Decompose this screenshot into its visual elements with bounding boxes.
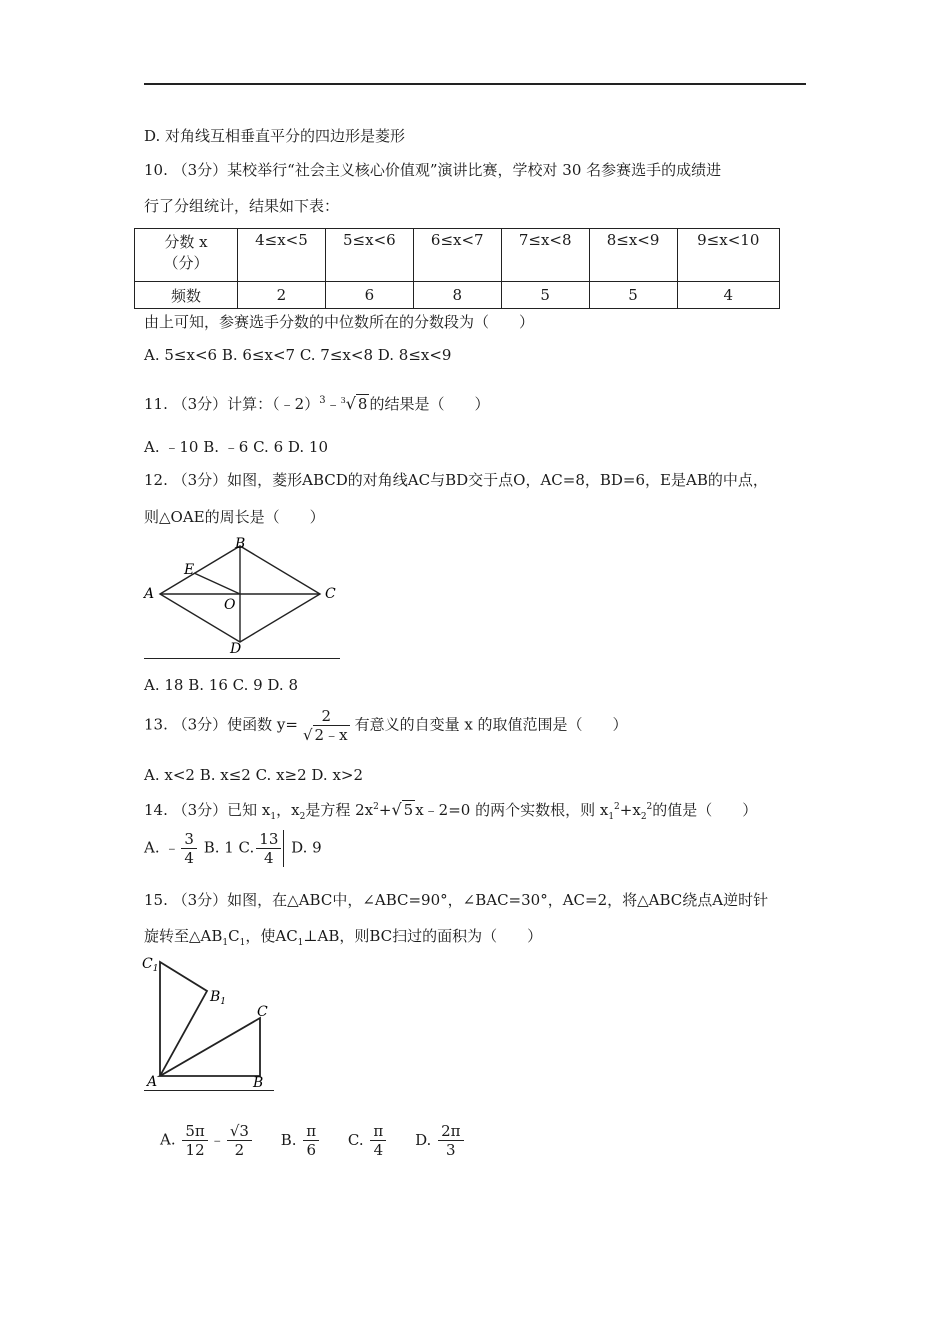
q15-text-line2: 旋转至$\triangle AB_1C_1$，使$AC_1\perp AB$，则BC扫过的面积为（ ） — [144, 927, 543, 948]
q10-options: A. 5≤x<6 B. 6≤x<7 C. 7≤x<8 D. 8≤x<9 — [144, 346, 452, 364]
q13-text: 13. （3分）使函数 y= $\frac{2}{√ 2﹣x}$ 有意义的自变量 x 的取值范围是（ ） — [144, 707, 628, 744]
label-c: C — [257, 1004, 268, 1020]
table-cell: 6≤x<7 — [413, 229, 501, 282]
label-b: B — [235, 536, 246, 552]
q12-options: A. 18 B. 16 C. 9 D. 8 — [144, 676, 298, 694]
figure-baseline — [144, 1090, 274, 1091]
figure-baseline — [144, 658, 340, 659]
q15-options: A. $\frac{5\pi}{12}$ ﹣ $\frac{√3}{2}$ B. $\frac{\pi}{6}$ C. $\frac{\pi}{4}$ D. $\frac{2\pi}{3}$ — [160, 1122, 466, 1159]
table-row — [135, 229, 780, 282]
fraction: $\frac{5\pi}{12}$ — [182, 1122, 207, 1159]
q10-text-line2: 行了分组统计，结果如下表： — [144, 197, 340, 215]
q14-text: 14. （3分）已知 $x_1$，$x_2$是方程 $2x^2+√$ 5 x﹣2=0 的两个实数根，则 $x_1^2+x_2^2$的值是（ ） — [144, 800, 758, 822]
fraction: $\frac{2}{√ 2﹣x}$ — [302, 707, 348, 744]
fraction: $\frac{\pi}{6}$ — [303, 1122, 319, 1159]
label-c1: $C_1$ — [142, 956, 159, 974]
radical-sign: √ — [302, 726, 313, 744]
q10-text-line1: 10. （3分）某校举行“社会主义核心价值观”演讲比赛，学校对 30 名参赛选手的成绩进 — [144, 161, 722, 179]
q9-option-d: D. 对角线互相垂直平分的四边形是菱形 — [144, 127, 406, 145]
table-cell: 5 — [589, 282, 677, 309]
table-cell: 8 — [413, 282, 501, 309]
q12-text-line2: 则△OAE的周长是（ ） — [144, 508, 325, 526]
table-header-cell: 频数 — [135, 282, 238, 309]
table-cell: 4≤x<5 — [238, 229, 326, 282]
frequency-table — [134, 228, 780, 309]
q10-question: 由上可知，参赛选手分数的中位数所在的分数段为（ ） — [144, 313, 535, 331]
label-e: E — [184, 562, 195, 578]
label-a: A — [147, 1074, 158, 1090]
fraction: $\frac{2\pi}{3}$ — [438, 1122, 463, 1159]
table-row — [135, 282, 780, 309]
table-cell: 9≤x<10 — [677, 229, 779, 282]
label-c: C — [325, 586, 336, 602]
q11-text: 11. （3分）计算：（﹣2）$^3$﹣$^3$√ 8 的结果是（ ） — [144, 394, 490, 413]
q14-options: A. ﹣ $\frac{3}{4}$ B. 1 C. $\frac{13}{4}$ D. 9 — [144, 830, 322, 867]
q12-text-line1: 12. （3分）如图，菱形ABCD的对角线AC与BD交于点O，AC=8，BD=6，E是AB的中点， — [144, 471, 768, 489]
label-o: O — [224, 597, 236, 613]
header-rule — [144, 83, 806, 85]
q15-text-line1: 15. （3分）如图，在△ABC中，∠ABC=90°，∠BAC=30°，AC=2，将△ABC绕点A逆时针 — [144, 891, 769, 909]
label-b1: $B_1$ — [210, 989, 227, 1007]
table-cell: 2 — [238, 282, 326, 309]
label-d: D — [230, 641, 242, 657]
fraction: $\frac{√3}{2}$ — [227, 1122, 252, 1159]
table-cell: 8≤x<9 — [589, 229, 677, 282]
q11-options: A. ﹣10 B. ﹣6 C. 6 D. 10 — [144, 438, 328, 456]
fraction: $\frac{13}{4}$ — [256, 830, 284, 867]
fraction: $\frac{3}{4}$ — [181, 830, 197, 867]
table-cell: 6 — [325, 282, 413, 309]
table-cell: 4 — [677, 282, 779, 309]
rotation-figure — [140, 950, 280, 1092]
radical-sign: √ — [345, 394, 356, 413]
table-cell: 5 — [501, 282, 589, 309]
label-b: B — [253, 1075, 264, 1091]
label-a: A — [144, 586, 155, 602]
fraction: $\frac{\pi}{4}$ — [370, 1122, 386, 1159]
table-header-cell: 分数 x （分） — [135, 229, 238, 282]
table-cell: 5≤x<6 — [325, 229, 413, 282]
radical-sign: √ — [391, 800, 402, 819]
table-cell: 7≤x<8 — [501, 229, 589, 282]
q13-options: A. x<2 B. x≤2 C. x≥2 D. x>2 — [144, 766, 364, 784]
rhombus-figure — [140, 536, 345, 661]
